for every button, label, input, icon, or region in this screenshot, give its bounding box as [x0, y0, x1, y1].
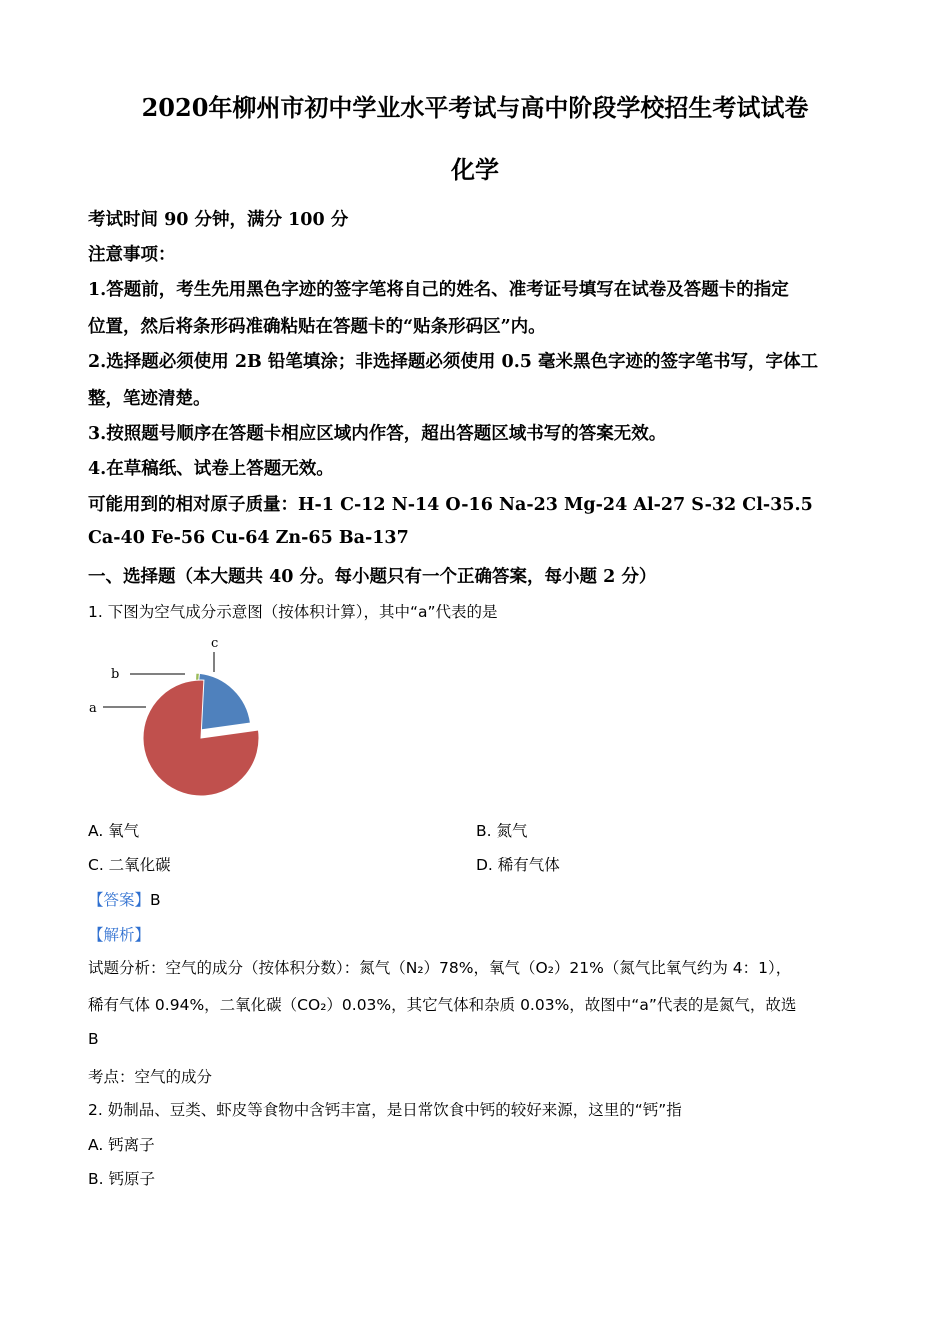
q2-option-a: A. 钙离子: [88, 1136, 155, 1154]
analysis-line-1: 试题分析：空气的成分（按体积分数）：氮气（N₂）78%，氧气（O₂）21%（氮气比氧气约为 4：1），: [88, 959, 792, 977]
q2-stem: 2. 奶制品、豆类、虾皮等食物中含钙丰富，是日常饮食中钙的较好来源，这里的“钙”指: [88, 1101, 682, 1119]
exam-time: 考试时间 90 分钟，满分 100 分: [88, 210, 349, 230]
q1-option-d: D. 稀有气体: [476, 856, 560, 874]
notice-item-4: 4.在草稿纸、试卷上答题无效。: [88, 459, 334, 479]
notice-title: 注意事项：: [88, 245, 176, 265]
atomic-mass-line-1: 可能用到的相对原子质量：H-1 C-12 N-14 O-16 Na-23 Mg-24 Al-27 S-32 Cl-35.5: [88, 495, 813, 515]
notice-item-2b: 整，笔迹清楚。: [88, 389, 211, 409]
atomic-mass-line-2: Ca-40 Fe-56 Cu-64 Zn-65 Ba-137: [88, 528, 409, 548]
notice-item-2a: 2.选择题必须使用 2B 铅笔填涂；非选择题必须使用 0.5 毫米黑色字迹的签字笔书写，字体工: [88, 352, 819, 372]
notice-item-3: 3.按照题号顺序在答题卡相应区域内作答，超出答题区域书写的答案无效。: [88, 424, 667, 444]
analysis-line-3: B: [88, 1030, 99, 1048]
answer-label: 【答案】: [88, 891, 151, 909]
q1-stem: 1. 下图为空气成分示意图（按体积计算），其中“a”代表的是: [88, 603, 498, 621]
pie-label-a: a: [89, 701, 97, 716]
q1-option-c: C. 二氧化碳: [88, 856, 171, 874]
q2-option-b: B. 钙原子: [88, 1170, 155, 1188]
pie-label-c: c: [211, 636, 219, 651]
notice-item-1b: 位置，然后将条形码准确粘贴在答题卡的“贴条形码区”内。: [88, 317, 546, 337]
exam-subject: 化学: [451, 155, 499, 184]
pie-label-b: b: [111, 667, 120, 682]
answer-value: B: [150, 891, 161, 909]
section-heading: 一、选择题（本大题共 40 分。每小题只有一个正确答案，每小题 2 分）: [88, 567, 657, 587]
q1-option-a: A. 氧气: [88, 822, 140, 840]
q1-option-b: B. 氮气: [476, 822, 528, 840]
exam-title: 2020年柳州市初中学业水平考试与高中阶段学校招生考试试卷: [141, 93, 809, 122]
q1-answer: [88, 888, 161, 910]
notice-item-1a: 1.答题前，考生先用黑色字迹的签字笔将自己的姓名、准考证号填写在试卷及答题卡的指定: [88, 280, 789, 300]
pie-slice-a: [143, 680, 259, 796]
analysis-label: 【解析】: [88, 926, 151, 944]
kaodian: 考点：空气的成分: [88, 1068, 213, 1086]
analysis-line-2: 稀有气体 0.94%，二氧化碳（CO₂）0.03%，其它气体和杂质 0.03%，故图中“a”代表的是氮气，故选: [88, 996, 797, 1014]
air-composition-pie: [80, 628, 280, 808]
